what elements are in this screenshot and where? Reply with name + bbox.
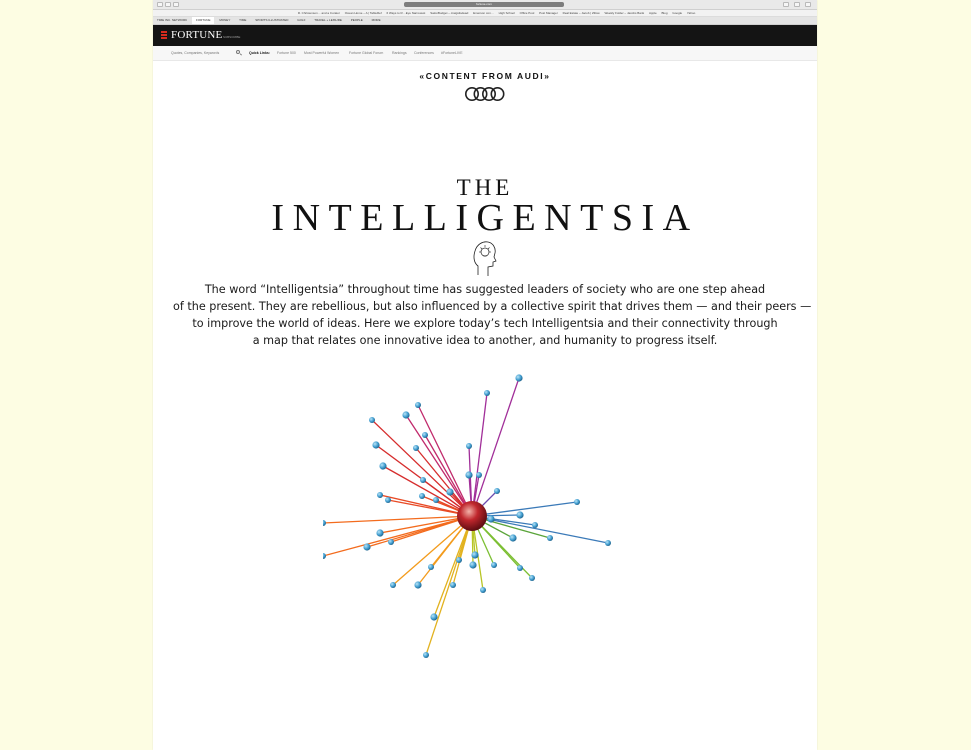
intro-line: of the present. They are rebellious, but also influenced by a collective spirit that drives them — and their peers — — [173, 300, 812, 313]
central-idea-node[interactable] — [457, 501, 487, 531]
tab-more[interactable]: MORE — [371, 18, 381, 22]
idea-node[interactable] — [456, 557, 462, 563]
idea-node[interactable] — [466, 443, 472, 449]
subscribe-link[interactable]: SUBSCRIBE — [223, 35, 241, 39]
search-input[interactable] — [171, 50, 233, 56]
idea-node[interactable] — [402, 411, 409, 418]
tab-sports-illustrated[interactable]: SPORTS ILLUSTRATED — [255, 18, 289, 22]
idea-node[interactable] — [413, 445, 419, 451]
nav-link-fortunelive[interactable]: #FortuneLIVE — [441, 51, 463, 55]
idea-node[interactable] — [415, 402, 421, 408]
tab-travel-leisure[interactable]: TRAVEL + LEISURE — [314, 18, 342, 22]
hamburger-icon[interactable] — [161, 31, 167, 40]
tab-people[interactable]: PEOPLE — [350, 18, 363, 22]
idea-node[interactable] — [480, 587, 486, 593]
bookmark-item[interactable]: Weekly Folder – Jacobs Bank — [604, 11, 645, 15]
tabs-button[interactable] — [794, 2, 800, 7]
idea-node[interactable] — [369, 417, 375, 423]
idea-node[interactable] — [420, 477, 426, 483]
page-title: INTELLIGENTSIA — [271, 197, 699, 239]
intro-line: a map that relates one innovative idea to another, and humanity to progress itself. — [252, 334, 718, 347]
idea-map-visualization[interactable] — [323, 370, 643, 670]
nav-link-most-powerful-women[interactable]: Most Powerful Women — [304, 51, 340, 55]
idea-node[interactable] — [471, 551, 478, 558]
quick-links-label: Quick Links: — [249, 51, 271, 55]
bookmark-item[interactable]: High School — [498, 11, 515, 15]
sidebar-button[interactable] — [173, 2, 179, 7]
subnav — [153, 46, 817, 61]
idea-spoke — [472, 502, 577, 516]
bookmark-item[interactable]: Blog — [661, 11, 668, 15]
bookmark-item[interactable]: 6 Ways to R…Eye Narrowest — [386, 11, 426, 15]
tab-money[interactable]: MONEY — [219, 18, 231, 22]
idea-node[interactable] — [450, 582, 456, 588]
fortune-logo[interactable]: FORTUNE — [171, 29, 223, 41]
idea-node[interactable] — [529, 575, 535, 581]
idea-node[interactable] — [547, 535, 553, 541]
nav-link-fortune-500[interactable]: Fortune 500 — [277, 51, 296, 55]
idea-node[interactable] — [491, 562, 497, 568]
share-button[interactable] — [783, 2, 789, 7]
bookmark-item[interactable]: Ocean Home – A | TableRef — [344, 11, 382, 15]
address-bar[interactable]: fortune.com — [404, 2, 564, 7]
bookmark-item[interactable]: Google — [672, 11, 683, 15]
idea-node[interactable] — [376, 529, 383, 536]
idea-node[interactable] — [516, 511, 523, 518]
idea-node[interactable] — [487, 515, 494, 522]
bookmarks-bar — [153, 10, 817, 17]
browser-toolbar — [153, 0, 817, 10]
idea-node[interactable] — [515, 374, 522, 381]
idea-node[interactable] — [430, 613, 437, 620]
idea-node[interactable] — [605, 540, 611, 546]
idea-spoke — [472, 393, 487, 516]
idea-node[interactable] — [484, 390, 490, 396]
nav-link-global-forum[interactable]: Fortune Global Forum — [349, 51, 384, 55]
browser-window — [153, 0, 817, 750]
tab-time-inc-network[interactable]: TIME INC. NETWORK — [157, 18, 188, 22]
tab-time[interactable]: TIME — [239, 18, 247, 22]
idea-node[interactable] — [433, 497, 439, 503]
bookmark-item[interactable]: SalonBudget – craigslisdead — [430, 11, 469, 15]
idea-node[interactable] — [446, 488, 453, 495]
bookmark-item[interactable]: Office Pool — [519, 11, 535, 15]
idea-node[interactable] — [469, 561, 476, 568]
bookmark-item[interactable]: Real Estate – Jacob | Zillow — [562, 11, 600, 15]
idea-node[interactable] — [363, 543, 370, 550]
idea-node[interactable] — [385, 497, 391, 503]
idea-node[interactable] — [428, 564, 434, 570]
idea-node[interactable] — [494, 488, 500, 494]
idea-node[interactable] — [423, 652, 429, 658]
idea-node[interactable] — [476, 472, 482, 478]
bookmark-item[interactable]: R. Christenson… and a Curator — [297, 11, 340, 15]
idea-node[interactable] — [574, 499, 580, 505]
idea-node[interactable] — [422, 432, 428, 438]
network-tabs — [153, 17, 817, 25]
intro-paragraph — [173, 281, 812, 349]
idea-spoke — [434, 516, 472, 617]
idea-node[interactable] — [379, 462, 386, 469]
nav-link-conferences[interactable]: Conferences — [414, 51, 434, 55]
bookmark-item[interactable]: Emerson con… — [473, 11, 494, 15]
tab-golf[interactable]: GOLF — [297, 18, 306, 22]
tab-fortune[interactable]: FORTUNE — [192, 17, 214, 24]
back-button[interactable] — [157, 2, 163, 7]
idea-node[interactable] — [372, 441, 379, 448]
head-lightbulb-icon — [473, 238, 497, 278]
idea-node[interactable] — [414, 581, 421, 588]
search-icon[interactable] — [236, 50, 240, 54]
nav-link-rankings[interactable]: Rankings — [392, 51, 407, 55]
bookmark-item[interactable]: Post Manager — [539, 11, 558, 15]
idea-node[interactable] — [517, 565, 523, 571]
idea-node[interactable] — [419, 493, 425, 499]
idea-node[interactable] — [509, 534, 516, 541]
idea-node[interactable] — [390, 582, 396, 588]
idea-node[interactable] — [532, 522, 538, 528]
add-tab-button[interactable] — [805, 2, 811, 7]
idea-node[interactable] — [388, 539, 394, 545]
forward-button[interactable] — [165, 2, 171, 7]
title-the: THE — [456, 175, 514, 200]
site-header — [153, 25, 817, 46]
intro-line: The word “Intelligentsia” throughout time has suggested leaders of society who are one step ahead — [204, 283, 766, 296]
idea-node[interactable] — [465, 471, 472, 478]
idea-node[interactable] — [323, 553, 326, 559]
bookmark-item[interactable]: Apple — [648, 11, 657, 15]
intro-line: to improve the world of ideas. Here we explore today’s tech Intelligentsia and their connectivity through — [192, 317, 778, 330]
bookmark-item[interactable]: Yahoo — [686, 11, 696, 15]
idea-node[interactable] — [323, 520, 326, 526]
audi-rings-logo — [464, 86, 506, 102]
sponsor-label: «CONTENT FROM AUDI» — [419, 71, 551, 81]
idea-node[interactable] — [377, 492, 383, 498]
idea-spoke — [472, 378, 519, 516]
